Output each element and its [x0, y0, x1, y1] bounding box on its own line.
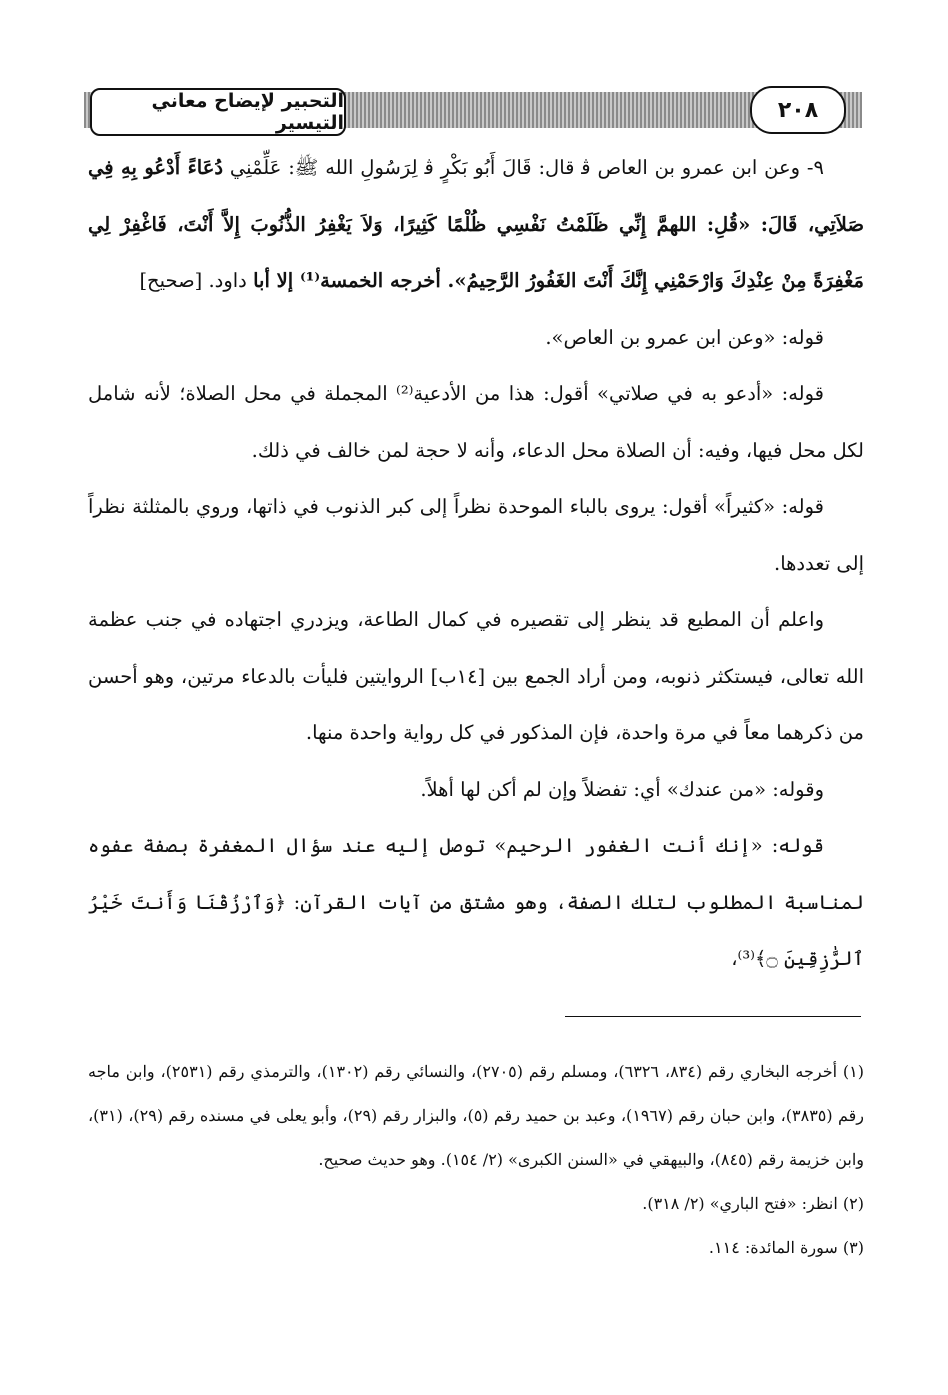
footnote-2: (٢) انظر: «فتح الباري» (٢/ ٣١٨).	[642, 1194, 864, 1213]
paragraph-4: واعلم أن المطيع قد ينظر إلى تقصيره في كمال الطاعة، ويزدري اجتهاده في جنب عظمة الله تعالى، فيستكثر ذنوبه، ومن أراد الجمع بين [١٤ب] الروايتين فليأت بالدعاء مرتين، وهو أحسن من ذكرهما معاً في مرة واحدة، فإن المذكور في كل رواية واحدة منها.	[88, 608, 864, 744]
page-number: ٢٠٨	[750, 86, 846, 134]
main-text	[88, 140, 864, 988]
paragraph-1: قوله: «وعن ابن عمرو بن العاص».	[545, 325, 824, 349]
footnote-separator	[565, 1016, 861, 1017]
paragraph-6: قوله: «إنك أنت الغفور الرحيم» توصل إليه عند سؤال المغفرة بصفة عفوه لمناسبة المطلوب لتلك الصفة، وهو مشتق من آيات القرآن: ﴿وَٱرْزُقْنَا وَأَنتَ خَيْرُ ٱلرَّٰزِقِينَ ۝﴾⁽³⁾،	[88, 834, 864, 970]
footnote-1: (١) أخرجه البخاري رقم (٨٣٤، ٦٣٢٦)، ومسلم رقم (٢٧٠٥)، والنسائي رقم (١٣٠٢)، والترمذي رقم (٢٥٣١)، وابن ماجه رقم (٣٨٣٥)، وابن حبان رقم (١٩٦٧)، وعبد بن حميد رقم (٥)، والبزار رقم (٢٩)، وأبو يعلى في مسنده رقم (٢٩)، (٣١)، وابن خزيمة رقم (٨٤٥)، والبيهقي في «السنن الكبرى» (٢/ ١٥٤). وهو حديث صحيح.	[88, 1062, 865, 1169]
footnotes	[88, 1050, 864, 1270]
paragraph-2: قوله: «أدعو به في صلاتي» أقول: هذا من الأدعية⁽²⁾ المجملة في محل الصلاة؛ لأنه شامل لكل محل فيها، وفيه: أن الصلاة محل الدعاء، وأنه لا حجة لمن خالف في ذلك.	[88, 382, 864, 462]
hadith-line-2: دُعَاءً أَدْعُو بِهِ فِي صَلاَتِي، قَالَ: «قُلِ: اللهمَّ إِنِّي ظَلَمْتُ نَفْسِي ظُلْمًا كَثِيرًا، وَلاَ يَغْفِرُ الذُّنُوبَ إِلاَّ	[88, 156, 865, 236]
hadith-text	[88, 140, 864, 310]
paragraph-5: وقوله: «من عندك» أي: تفضلاً وإن لم أكن لها أهلاً.	[420, 777, 824, 801]
hadith-line-3: أَنْتَ، فَاغْفِرْ لِي مَغْفِرَةً مِنْ عِنْدِكَ وَارْحَمْنِي إِنَّكَ أَنْتَ الغَفُورُ الرَّحِيمُ». أخرجه الخمسة⁽¹⁾ إلا أبا	[88, 212, 864, 292]
footnote-3: (٣) سورة المائدة: ١١٤.	[708, 1238, 864, 1257]
hadith-line-1: ٩- وعن ابن عمرو بن العاص ﭬ قال: قَالَ أَبُو بَكْرٍ ﭬ لِرَسُولِ الله ﷺ: عَلِّمْنِي	[229, 156, 824, 179]
paragraph-3: قوله: «كثيراً» أقول: يروى بالباء الموحدة نظراً إلى كبر الذنوب في ذاتها، وروي بالمثلثة نظراً إلى تعددها.	[88, 495, 864, 575]
running-title: التحبير لإيضاح معاني التيسير	[90, 88, 346, 136]
hadith-line-4: داود. [صحيح]	[139, 269, 247, 292]
